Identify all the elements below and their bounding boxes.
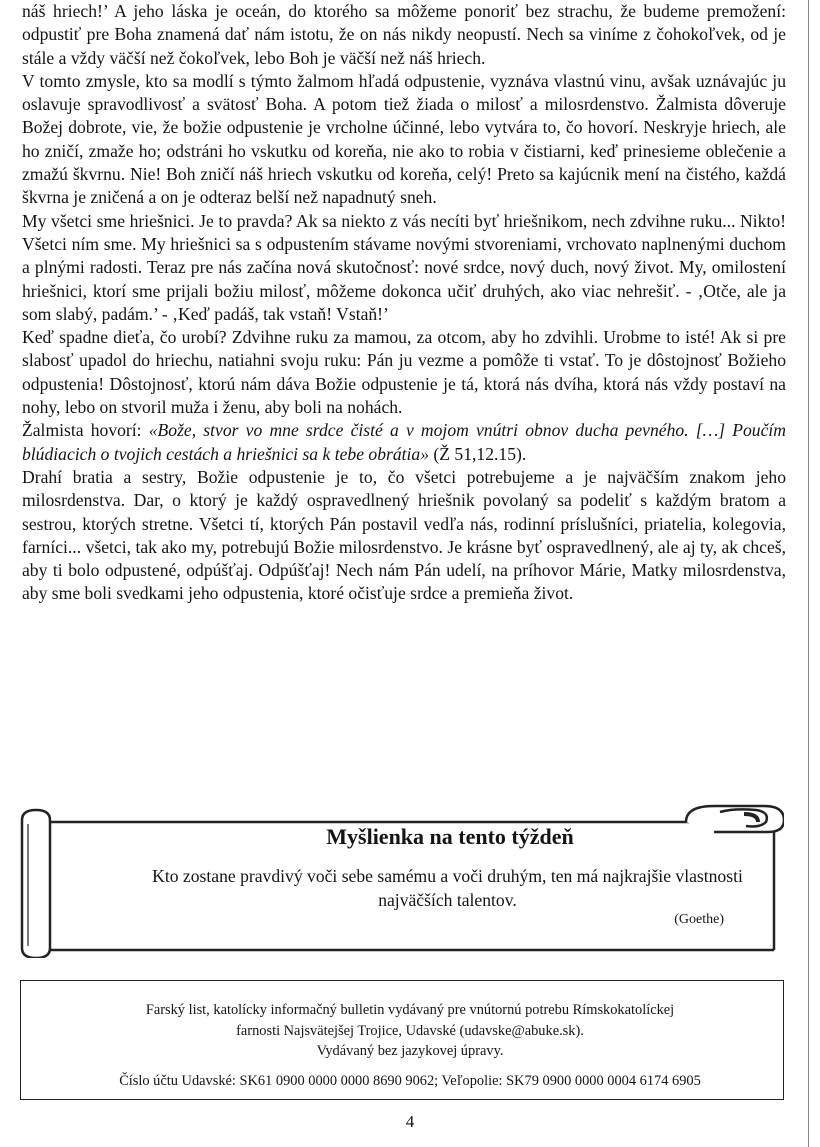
thought-text: Kto zostane pravdivý voči sebe samému a voči druhým, ten má najkrajšie vlastnosti najväčších talentov. <box>152 866 743 910</box>
thought-author: (Goethe) <box>674 912 724 927</box>
psalm-paragraph <box>22 419 786 466</box>
footer-account-numbers: Číslo účtu Udavské: SK61 0900 0000 0000 8690 9062; Veľopolie: SK79 0900 0000 0004 6174 6905 <box>119 1073 701 1089</box>
psalm-reference: (Ž 51,12.15). <box>429 443 527 464</box>
thought-title: Myšlienka na tento týždeň <box>326 824 574 849</box>
article-paragraph: V tomto zmysle, kto sa modlí s týmto žalmom hľadá odpustenie, vyznáva vlastnú vinu, avšak uznávajúc ju oslavuje spravodlivosť a svätosť Boha. A potom tiež žiada o milosť a milosrdenstvo. Žalmista dôveruje Božej dobrote, vie, že božie odpustenie je vrcholne účinné, lebo vytvára to, čo hovorí. Neskryje hriech, ale ho zničí, zmaže ho; odstráni ho vskutku od koreňa, nie ako to robia v čistiarni, keď prinesieme oblečenie a zmažú škvrnu. Nie! Boh zničí náš hriech vskutku od koreňa, celý! Preto sa kajúcnik mení na čistého, každá škvrna je zničená a on je odteraz belší než napadnutý sneh. <box>22 70 786 208</box>
footer-line: Vydávaný bez jazykovej úpravy. <box>316 1043 504 1059</box>
article-paragraph: Keď spadne dieťa, čo urobí? Zdvihne ruku za mamou, za otcom, aby ho zdvihli. Urobme to isté! Ak si pre slabosť upadol do hriechu, natiahni svoju ruku: Pán ju vezme a pomôže ti vstať. To je dôstojnosť Božieho odpustenia! Dôstojnosť, ktorú nám dáva Božie odpustenie je tá, ktorá nás dvíha, ktorá nás vždy postaví na nohy, lebo on stvoril muža i ženu, aby boli na nohách. <box>22 327 786 418</box>
article-body <box>22 0 786 606</box>
footer-line: Farský list, katolícky informačný bulletin vydávaný pre vnútornú potrebu Rímskokatolíckej <box>145 1002 675 1018</box>
psalm-intro: Žalmista hovorí: <box>22 420 149 441</box>
article-paragraph: náš hriech!’ A jeho láska je oceán, do ktorého sa môžeme ponoriť bez strachu, že budeme premožení: odpustiť pre Boha znamená dať nám istotu, že on nás nikdy neopustí. Nech sa viníme z čohokoľvek, od je stále a vždy väčší než čokoľvek, lebo Boh je väčší než náš hriech. <box>22 1 786 68</box>
page-number: 4 <box>405 1112 415 1131</box>
footer-line: farnosti Najsvätejšej Trojice, Udavské (udavske@abuke.sk). <box>236 1022 584 1039</box>
psalm-quote: «Bože, stvor vo mne srdce čisté a v mojom vnútri obnov ducha pevného. […] Poučím blúdiacich o tvojich cestách a hriešnici sa k tebe obrátia» <box>22 420 786 464</box>
closing-paragraph: Drahí bratia a sestry, Božie odpustenie je to, čo všetci potrebujeme a je najväčším znakom jeho milosrdenstva. Dar, o ktorý je každý ospravedlnený hriešnik povolaný sa podeliť s každým bratom a sestrou, ktorých stretne. Všetci tí, ktorých Pán postavil vedľa nás, rodinní príslušníci, priatelia, kolegovia, farníci... všetci, tak ako my, potrebujú Božie milosrdenstvo. Je krásne byť ospravedlnený, ale aj ty, ak chceš, aby ti bolo odpustené, odpúšťaj. Odpúšťaj! Nech nám Pán udelí, na príhovor Márie, Matky milosrdenstva, aby sme boli svedkami jeho odpustenia, ktoré očisťuje srdce a premieňa život. <box>22 466 786 604</box>
article-paragraph: My všetci sme hriešnici. Je to pravda? Ak sa niekto z vás necíti byť hriešnikom, nech zdvihne ruku... Nikto! Všetci ním sme. My hriešnici sa s odpustením stávame novými stvoreniami, vrchovato naplnenými duchom a plnými radosti. Teraz pre nás začína nová skutočnosť: nové srdce, nový duch, nový život. My, omilostení hriešnici, ktorí sme prijali božiu milosť, môžeme dokonca učiť druhých, ako viac nehrešiť. - ‚Otče, ale ja som slabý, padám.’ - ‚Keď padáš, tak vstaň! Vstaň!’ <box>22 210 786 324</box>
footer-info <box>0 1000 820 1062</box>
page-edge-divider <box>808 0 809 1147</box>
